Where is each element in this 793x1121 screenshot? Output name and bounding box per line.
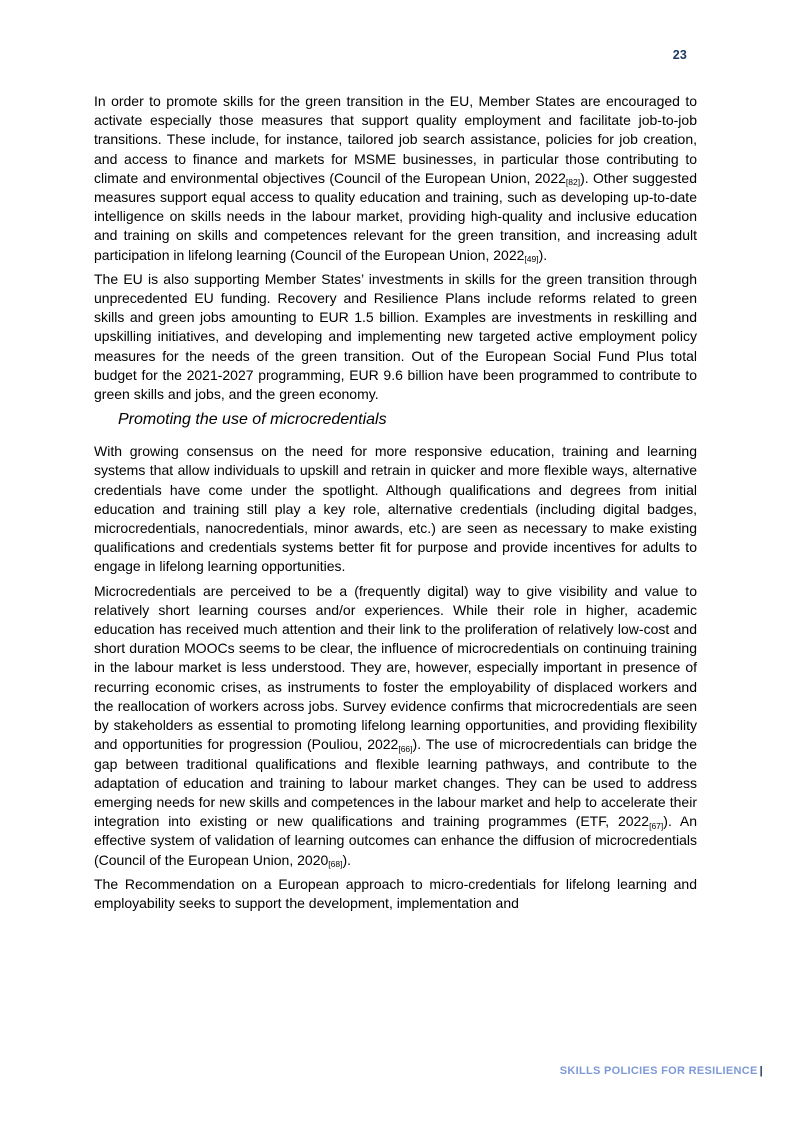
footer-separator-bar: | — [759, 1065, 763, 1077]
footer — [560, 1065, 763, 1077]
citation-reference: [66] — [398, 743, 413, 754]
page-number: 23 — [672, 48, 687, 62]
paragraph-recommendation: The Recommendation on a European approach to micro-credentials for lifelong learning and employability seeks to support the development, implementation and — [94, 875, 697, 911]
section-heading-promoting-microcredentials: Promoting the use of microcredentials — [118, 411, 387, 429]
citation-reference: [49] — [524, 254, 539, 265]
paragraph-microcredentials-role: Microcredentials are perceived to be a (frequently digital) way to give visibility and value to relatively short learning courses and/or experiences. While their role in higher, academic education has received much attention and their link to the proliferation of relatively low-cost and short duration MOOCs seems to be clear, the influence of microcredentials on continuing training in the labour market is less understood. They are, however, especially important in presence of recurring economic crises, as instruments to foster the employability of displaced workers and the reallocation of workers across jobs. Survey evidence confirms that microcredentials are seen by stakeholders as essential to promoting lifelong learning opportunities, and providing flexibility and opportunities for progression (Pouliou, $2022_{[66]}$). The use of microcredentials can bridge the gap between traditional qualifications and flexible learning pathways, and contribute to the adaptation of education and training to labour market changes. They can be used to address emerging needs for new skills and competences in the labour market and help to accelerate their integration into existing or new qualifications and training programmes (ETF, $2022_{[67]}$). An effective system of validation of learning outcomes can enhance the diffusion of microcredentials (Council of the European Union, $2020_{[68]}$). — [94, 582, 698, 870]
paragraph-alternative-credentials: With growing consensus on the need for more responsive education, training and learning systems that allow individuals to upskill and retrain in quicker and more flexible ways, alternative credentials have come under the spotlight. Although qualifications and degrees from initial education and training still play a key role, alternative credentials (including digital badges, microcredentials, nanocredentials, minor awards, etc.) are seen as necessary to make existing qualifications and credentials systems better fit for purpose and provide incentives for adults to engage in lifelong learning opportunities. — [94, 443, 697, 575]
citation-reference: [82] — [565, 177, 581, 188]
footer-report-title: SKILLS POLICIES FOR RESILIENCE — [559, 1065, 758, 1077]
citation-reference: [68] — [328, 859, 343, 870]
document-body — [94, 92, 697, 918]
paragraph-eu-funding: The EU is also supporting Member States’ investments in skills for the green transition through unprecedented EU funding. Recovery and Resilience Plans include reforms related to green skills and green jobs amounting to EUR 1.5 billion. Examples are investments in reskilling and upskilling initiatives, and developing and implementing new targeted active employment policy measures for the needs of the green transition. Out of the European Social Fund Plus total budget for the 2021-2027 programming, EUR 9.6 billion have been programmed to contribute to green skills and jobs, and the green economy. — [94, 270, 697, 403]
citation-reference: [67] — [649, 820, 664, 831]
paragraph-green-transition-measures: In order to promote skills for the green transition in the EU, Member States are encouraged to activate especially those measures that support quality employment and facilitate job-to-job transitions. These include, for instance, tailored job search assistance, policies for job creation, and access to finance and markets for MSME businesses, in particular those contributing to climate and environmental objectives (Council of the European Union, $2022_{[82]}$). Other suggested measures support equal access to quality education and training, such as developing up-to-date intelligence on skills needs in the labour market, providing high-quality and inclusive education and training on skills and competences relevant for the green transition, and increasing adult participation in lifelong learning (Council of the European Union, $2022_{[49]}$). — [94, 93, 697, 265]
